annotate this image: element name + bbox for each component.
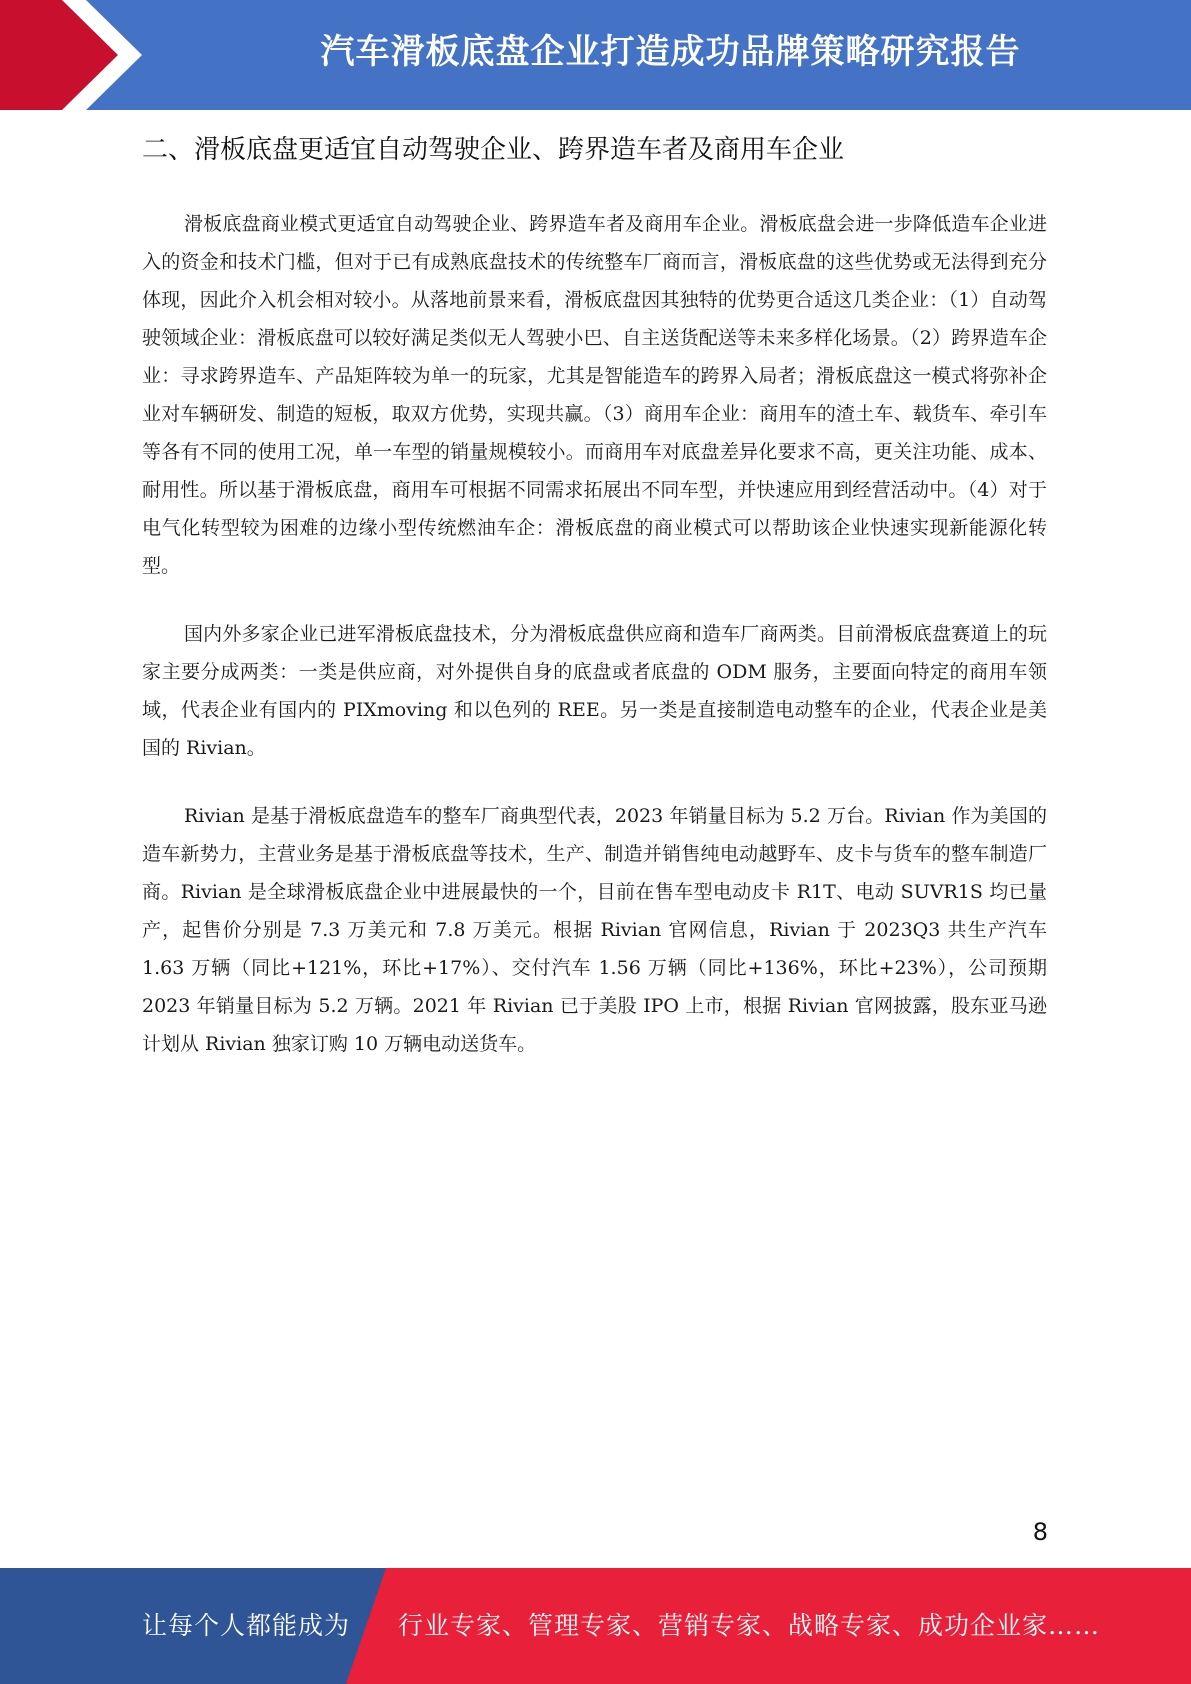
- body-content: [142, 205, 1047, 1093]
- header-banner: [0, 0, 1191, 110]
- report-title: 汽车滑板底盘企业打造成功品牌策略研究报告: [320, 32, 1021, 72]
- paragraph-1: 滑板底盘商业模式更适宜自动驾驶企业、跨界造车者及商用车企业。滑板底盘会进一步降低造车企业进入的资金和技术门槛，但对于已有成熟底盘技术的传统整车厂商而言，滑板底盘的这些优势或无法得到充分体现，因此介入机会相对较小。从落地前景来看，滑板底盘因其独特的优势更合适这几类企业：（1）自动驾驶领域企业：滑板底盘可以较好满足类似无人驾驶小巴、自主送货配送等未来多样化场景。（2）跨界造车企业：寻求跨界造车、产品矩阵较为单一的玩家，尤其是智能造车的跨界入局者；滑板底盘这一模式将弥补企业对车辆研发、制造的短板，取双方优势，实现共赢。（3）商用车企业：商用车的渣土车、载货车、牵引车等各有不同的使用工况，单一车型的销量规模较小。而商用车对底盘差异化要求不高，更关注功能、成本、耐用性。所以基于滑板底盘，商用车可根据不同需求拓展出不同车型，并快速应用到经营活动中。（4）对于电气化转型较为困难的边缘小型传统燃油车企：滑板底盘的商业模式可以帮助该企业快速实现新能源化转型。: [142, 213, 1047, 577]
- section-heading: 二、滑板底盘更适宜自动驾驶企业、跨界造车者及商用车企业: [142, 135, 845, 165]
- footer-banner: [0, 1568, 1191, 1684]
- footer-slogan-left: 让每个人都能成为: [142, 1611, 351, 1640]
- paragraph-3: Rivian 是基于滑板底盘造车的整车厂商典型代表，2023 年销量目标为 5.2 万台。Rivian 作为美国的造车新势力，主营业务是基于滑板底盘等技术，生产、制造并销售纯电动越野车、皮卡与货车的整车制造厂商。Rivian 是全球滑板底盘企业中进展最快的一个，目前在售车型电动皮卡 R1T、电动 SUVR1S 均已量产，起售价分别是 7.3 万美元和 7.8 万美元。根据 Rivian 官网信息，Rivian 于 2023Q3 共生产汽车 1.63 万辆（同比+121%，环比+17%）、交付汽车 1.56 万辆（同比+136%，环比+23%），公司预期 2023 年销量目标为 5.2 万辆。2021 年 Rivian 已于美股 IPO 上市，根据 Rivian 官网披露，股东亚马逊计划从 Rivian 独家订购 10 万辆电动送货车。: [142, 805, 1047, 1055]
- paragraph-2: 国内外多家企业已进军滑板底盘技术，分为滑板底盘供应商和造车厂商两类。目前滑板底盘赛道上的玩家主要分成两类：一类是供应商，对外提供自身的底盘或者底盘的 ODM 服务，主要面向特定的商用车领域，代表企业有国内的 PIXmoving 和以色列的 REE。另一类是直接制造电动整车的企业，代表企业是美国的 Rivian。: [142, 623, 1047, 759]
- header-chevron-decoration: [0, 0, 160, 110]
- page-number: 8: [1032, 1518, 1048, 1546]
- footer-slogan-right: 行业专家、管理专家、营销专家、战略专家、成功企业家……: [398, 1611, 1101, 1640]
